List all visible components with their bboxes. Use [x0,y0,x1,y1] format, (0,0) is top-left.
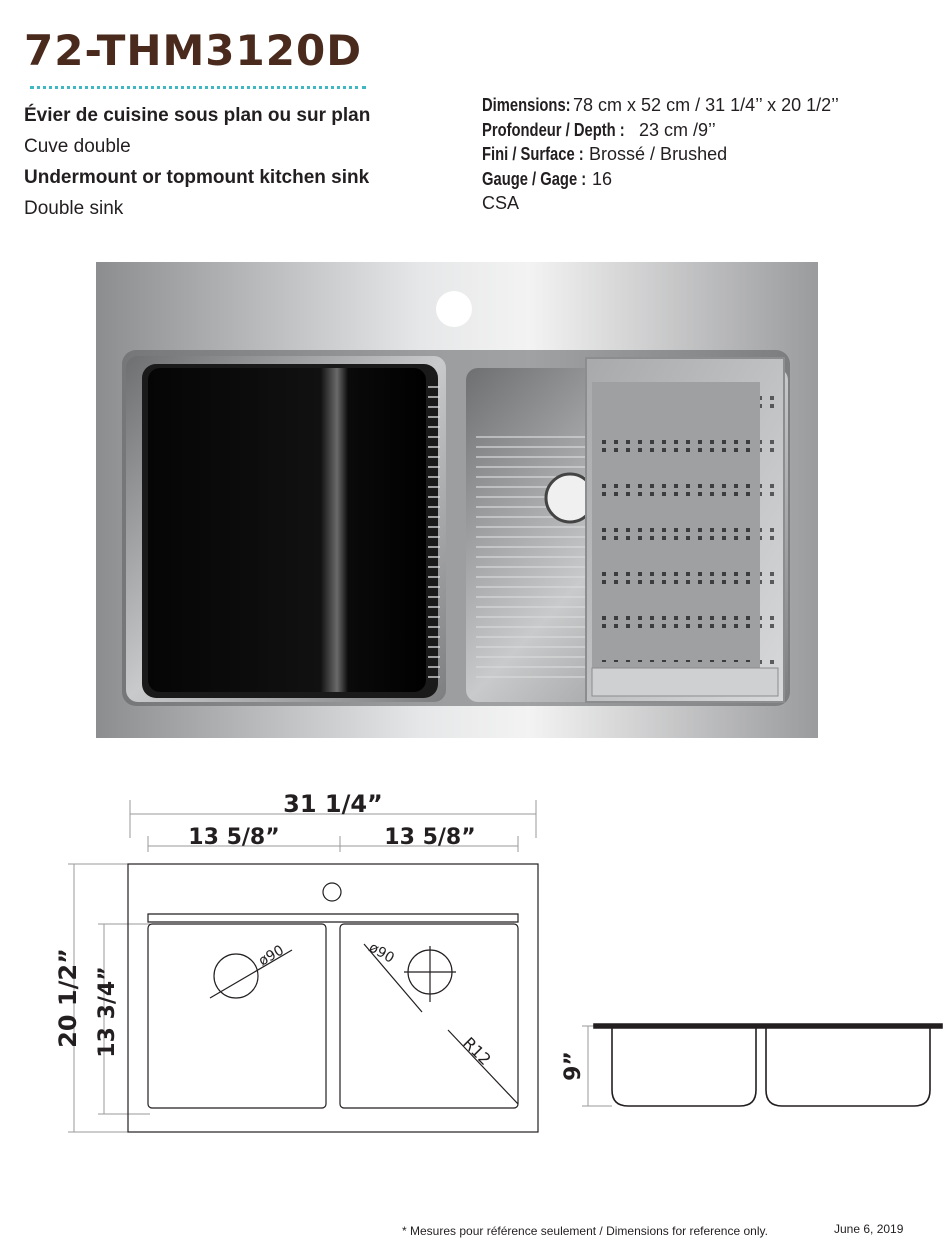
french-title: Évier de cuisine sous plan ou sur plan [24,105,371,126]
specifications-list [482,93,932,216]
left-bowl-width-label: 13 5/8” [188,825,280,850]
title-dotted-rule [30,86,366,89]
faucet-hole [436,291,472,327]
overall-width-label: 31 1/4” [283,790,383,818]
spec-value: Brossé / Brushed [584,144,728,164]
spec-value: 16 [587,168,613,189]
product-model-title: 72-THM3120D [24,26,363,75]
bottom-grid [476,432,586,680]
right-bowl-profile [766,1028,930,1106]
spec-dimensions [482,93,932,118]
product-description [24,100,454,224]
depth-label: 9” [561,1051,586,1081]
right-bowl-width-label: 13 5/8” [384,825,476,850]
bowl-height-label: 13 3/4” [95,966,120,1058]
english-subtitle: Double sink [24,198,124,219]
french-subtitle: Cuve double [24,136,131,157]
spec-label: Profondeur / Depth : [482,119,625,140]
spec-label: Dimensions: [482,95,571,115]
spec-gauge [482,167,932,192]
left-bowl-outline [148,924,326,1108]
roll-mat-rack [428,382,440,682]
faucet-hole-outline [323,883,341,901]
top-view-drawing [30,780,590,1160]
overall-height-label: 20 1/2” [54,948,82,1048]
document-date: June 6, 2019 [834,1222,904,1236]
sink-product-photo [96,262,818,738]
spec-value: 78 cm x 52 cm / 31 1/4’’ x 20 1/2’’ [568,95,839,115]
spec-value: 23 cm /9’’ [634,119,716,140]
reference-footnote: * Mesures pour référence seulement / Dimensions for reference only. [402,1224,768,1238]
corner-radius-label: R12 [459,1033,495,1070]
english-title: Undermount or topmount kitchen sink [24,167,370,188]
left-bowl-profile [612,1028,756,1106]
spec-finish [482,142,932,167]
spec-depth [482,118,932,143]
right-drain-diameter-label: ø90 [366,939,397,967]
side-view-drawing [556,1010,946,1120]
sink-outline [128,864,538,1132]
spec-label: Fini / Surface : [482,144,584,164]
spec-label: Gauge / Gage : [482,168,587,189]
spec-value: CSA [482,193,520,213]
spec-certification [482,191,932,216]
left-drain-diameter-label: ø90 [256,942,287,970]
